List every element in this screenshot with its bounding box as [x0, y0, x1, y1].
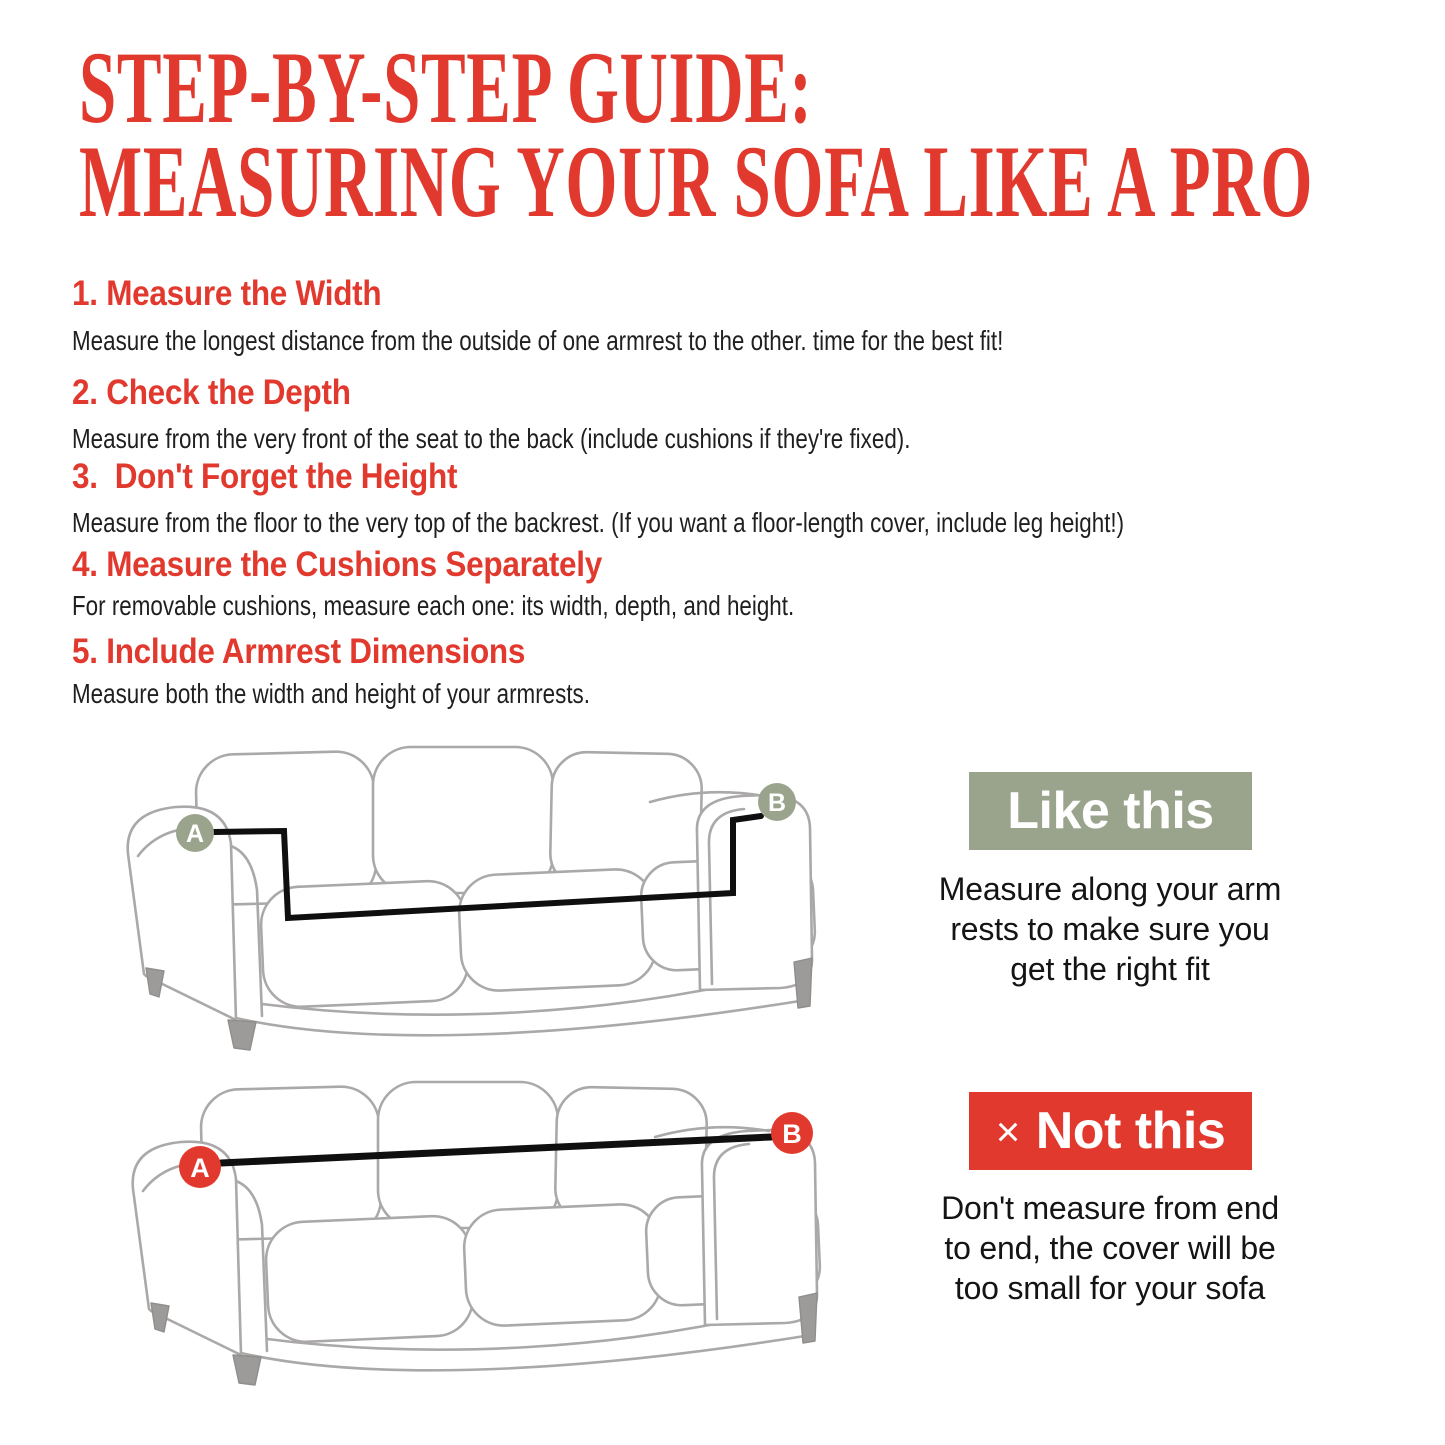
marker-a-label: A — [190, 1153, 210, 1183]
marker-b-incorrect — [771, 1112, 813, 1154]
marker-b-label: B — [782, 1119, 802, 1149]
x-icon: × — [995, 1108, 1020, 1155]
step-4-heading: 4. Measure the Cushions Separately — [72, 545, 603, 584]
page-title-line-2: MEASURING YOUR SOFA LIKE A PRO — [79, 125, 1314, 239]
step-5-body: Measure both the width and height of your armrests. — [72, 678, 590, 709]
sofa-line-art — [133, 1082, 822, 1385]
like-this-caption — [927, 869, 1293, 989]
marker-a-incorrect — [179, 1146, 221, 1188]
step-4-body: For removable cushions, measure each one: its width, depth, and height. — [72, 590, 795, 621]
marker-b-correct — [758, 783, 796, 821]
caption-line: Measure along your arm — [938, 871, 1282, 907]
page-title-line-1: STEP-BY-STEP GUIDE: — [79, 31, 813, 145]
caption-line: get the right fit — [1010, 951, 1210, 987]
caption-line: rests to make sure you — [950, 911, 1270, 947]
step-1-heading: 1. Measure the Width — [72, 274, 382, 313]
step-2-body: Measure from the very front of the seat to the back (include cushions if they're fixed). — [72, 423, 911, 454]
not-this-caption — [927, 1188, 1293, 1308]
step-3-body: Measure from the floor to the very top of the backrest. (If you want a floor-length cover, include leg height!) — [72, 507, 1125, 538]
marker-b-label: B — [767, 789, 787, 817]
caption-line: Don't measure from end — [941, 1190, 1279, 1226]
marker-a-label: A — [185, 820, 205, 848]
like-this-badge — [969, 772, 1252, 850]
step-2-heading: 2. Check the Depth — [72, 373, 351, 412]
step-1-body: Measure the longest distance from the outside of one armrest to the other. time for the best fit! — [72, 325, 1004, 356]
marker-a-correct — [176, 814, 214, 852]
sofa-illustration-correct — [128, 747, 817, 1050]
like-this-badge-label: Like this — [1007, 782, 1214, 840]
caption-line: too small for your sofa — [954, 1270, 1266, 1306]
sofa-illustration-incorrect — [133, 1082, 822, 1385]
step-3-heading: 3. Don't Forget the Height — [72, 457, 458, 496]
step-5-heading: 5. Include Armrest Dimensions — [72, 632, 526, 671]
not-this-badge — [969, 1092, 1252, 1170]
not-this-badge-label: Not this — [1035, 1102, 1226, 1160]
caption-line: to end, the cover will be — [944, 1230, 1276, 1266]
sofa-line-art — [128, 747, 817, 1050]
